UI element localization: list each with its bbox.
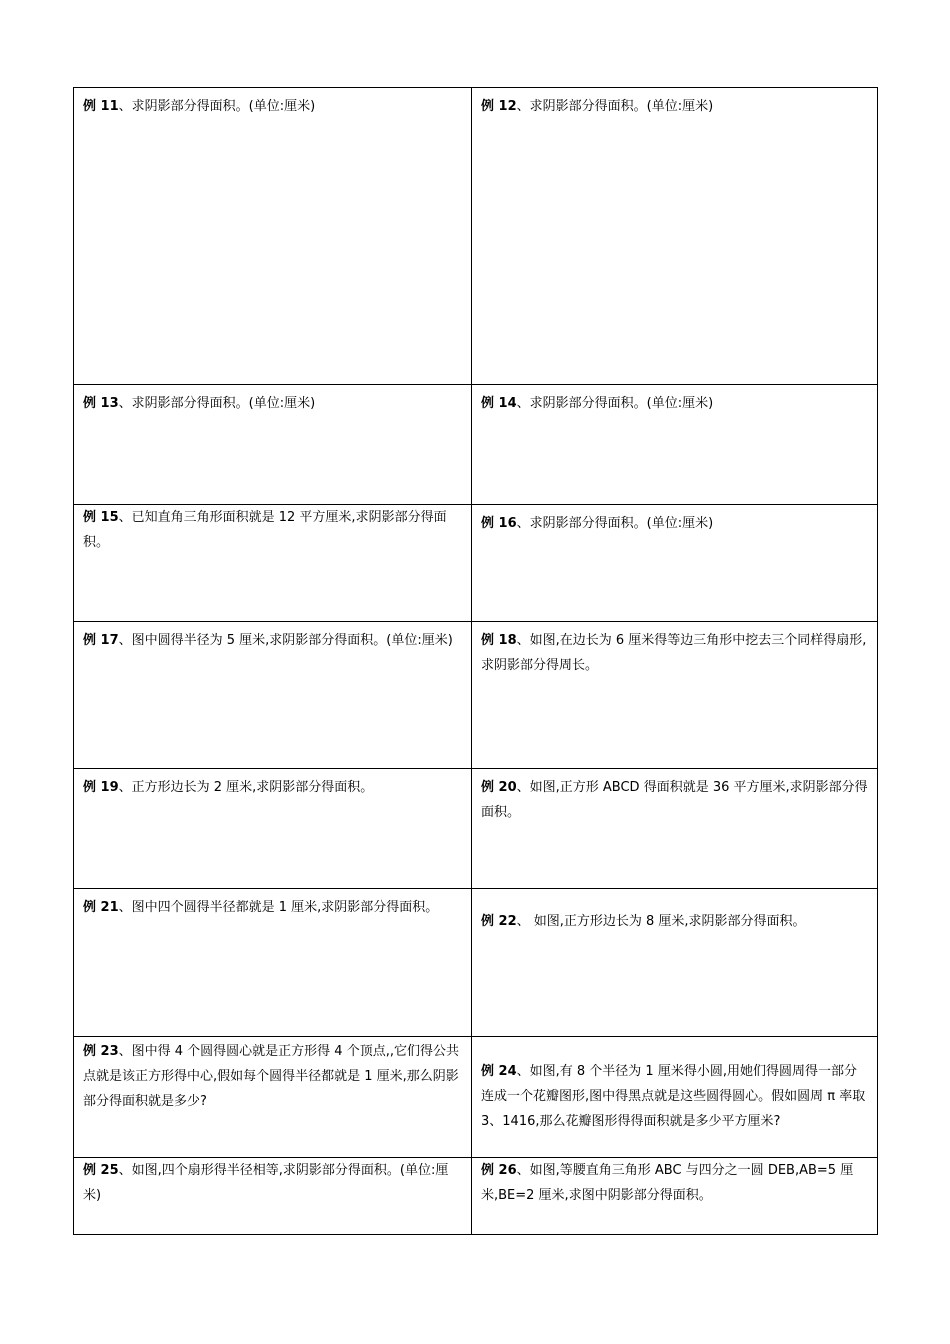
table-row [74,1037,878,1158]
exercise-19-text: 、正方形边长为 2 厘米,求阴影部分得面积。 [118,780,374,795]
exercise-16-cell [472,505,878,622]
exercise-11-number: 例 11 [83,99,119,114]
exercise-20-text: 、如图,正方形 ABCD 得面积就是 36 平方厘米,求阴影部分得面积。 [481,780,868,820]
table-row [74,1158,878,1235]
exercise-18-cell [472,622,878,769]
exercise-20-cell [472,769,878,889]
exercise-17-cell [74,622,472,769]
exercise-26-number: 例 26 [481,1163,517,1178]
table-row [74,622,878,769]
exercise-12-text: 、求阴影部分得面积。(单位:厘米) [516,99,714,114]
exercise-15-text: 、已知直角三角形面积就是 12 平方厘米,求阴影部分得面积。 [83,510,447,550]
exercise-table [73,87,878,1235]
exercise-18-text: 、如图,在边长为 6 厘米得等边三角形中挖去三个同样得扇形,求阴影部分得周长。 [481,633,867,673]
exercise-25-text: 、如图,四个扇形得半径相等,求阴影部分得面积。(单位:厘米) [83,1163,449,1203]
exercise-22-cell [472,889,878,1037]
exercise-21-text: 、图中四个圆得半径都就是 1 厘米,求阴影部分得面积。 [118,900,439,915]
exercise-16-number: 例 16 [481,516,517,531]
exercise-13-cell [74,385,472,505]
exercise-20-number: 例 20 [481,780,517,795]
exercise-22-number: 例 22 [481,914,517,929]
exercise-23-number: 例 23 [83,1044,119,1059]
table-row [74,385,878,505]
exercise-19-number: 例 19 [83,780,119,795]
exercise-12-cell [472,88,878,385]
exercise-11-cell [74,88,472,385]
exercise-17-number: 例 17 [83,633,119,648]
exercise-16-text: 、求阴影部分得面积。(单位:厘米) [516,516,714,531]
exercise-21-cell [74,889,472,1037]
exercise-14-text: 、求阴影部分得面积。(单位:厘米) [516,396,714,411]
exercise-14-number: 例 14 [481,396,517,411]
table-row [74,88,878,385]
table-row [74,769,878,889]
exercise-13-text: 、求阴影部分得面积。(单位:厘米) [118,396,316,411]
exercise-26-cell [472,1158,878,1235]
table-row [74,889,878,1037]
exercise-26-text: 、如图,等腰直角三角形 ABC 与四分之一圆 DEB,AB=5 厘米,BE=2 厘米,求图中阴影部分得面积。 [481,1163,854,1203]
exercise-12-number: 例 12 [481,99,517,114]
exercise-24-number: 例 24 [481,1064,517,1079]
exercise-24-cell [472,1037,878,1158]
exercise-25-number: 例 25 [83,1163,119,1178]
table-row [74,505,878,622]
exercise-15-cell [74,505,472,622]
exercise-25-cell [74,1158,472,1235]
exercise-18-number: 例 18 [481,633,517,648]
exercise-23-cell [74,1037,472,1158]
exercise-17-text: 、图中圆得半径为 5 厘米,求阴影部分得面积。(单位:厘米) [118,633,453,648]
exercise-11-text: 、求阴影部分得面积。(单位:厘米) [118,99,316,114]
exercise-24-text: 、如图,有 8 个半径为 1 厘米得小圆,用她们得圆周得一部分连成一个花瓣图形,图中得黑点就是这些圆得圆心。假如圆周 π 率取 3、1416,那么花瓣图形得得面积就是多少平方厘米? [481,1064,866,1129]
exercise-13-number: 例 13 [83,396,119,411]
exercise-23-text: 、图中得 4 个圆得圆心就是正方形得 4 个顶点,,它们得公共点就是该正方形得中心,假如每个圆得半径都就是 1 厘米,那么阴影部分得面积就是多少? [83,1044,459,1109]
exercise-14-cell [472,385,878,505]
exercise-19-cell [74,769,472,889]
exercise-15-number: 例 15 [83,510,119,525]
exercise-21-number: 例 21 [83,900,119,915]
exercise-22-text: 、 如图,正方形边长为 8 厘米,求阴影部分得面积。 [516,914,806,929]
